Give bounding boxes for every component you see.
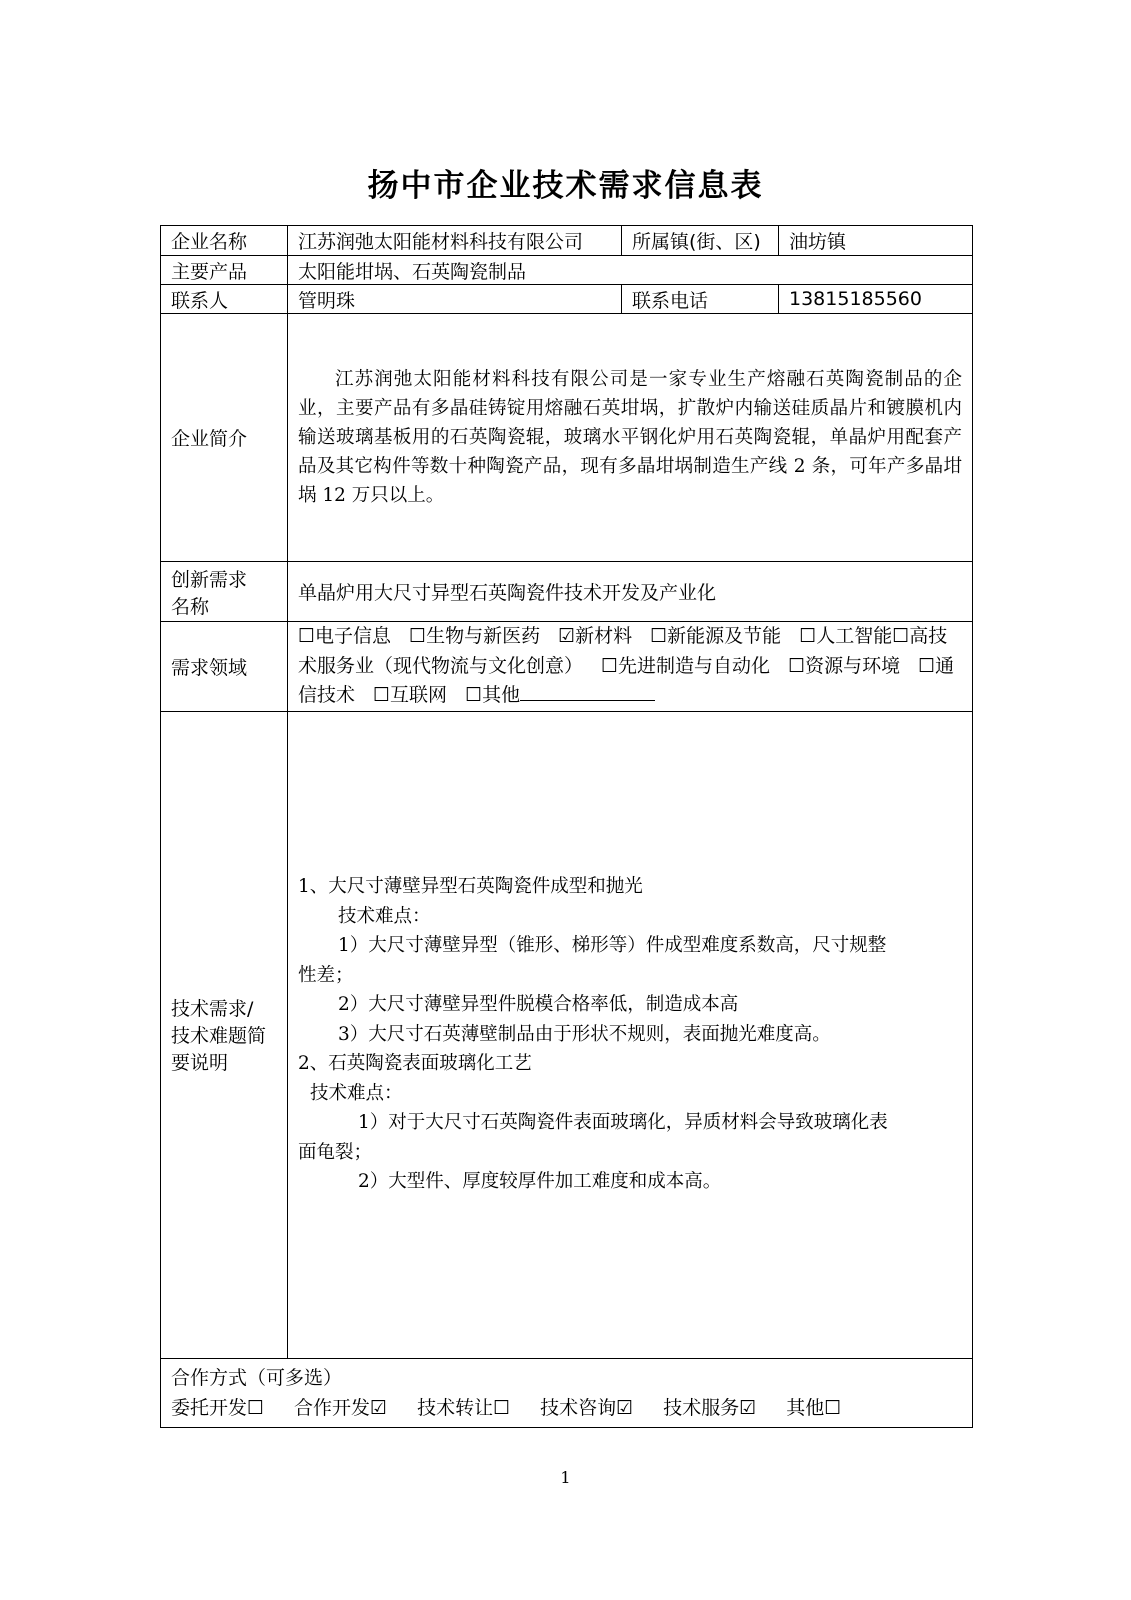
field-option-high-tech-services[interactable]: ☐高技术服务业（现代物流与文化创意）	[298, 625, 948, 677]
town-label: 所属镇(街、区)	[622, 226, 779, 256]
tech-line: 技术难点：	[310, 1082, 403, 1104]
tech-line: 1）对于大尺寸石英陶瓷件表面玻璃化，异质材料会导致玻璃化表	[358, 1112, 888, 1134]
intro-cell	[288, 314, 973, 562]
town-value: 油坊镇	[779, 226, 973, 256]
tech-line: 2）大尺寸薄壁异型件脱模合格率低，制造成本高	[338, 994, 739, 1016]
tech-label-line3: 要说明	[171, 1052, 229, 1074]
page-title: 扬中市企业技术需求信息表	[367, 168, 764, 204]
tech-label-line2: 技术难题简	[171, 1025, 267, 1047]
tech-line: 3）大尺寸石英薄壁制品由于形状不规则，表面抛光难度高。	[338, 1023, 831, 1045]
tech-label-line1: 技术需求/	[171, 998, 254, 1020]
innovation-label-line2: 名称	[171, 595, 210, 618]
intro-row	[161, 314, 973, 562]
field-option-new-energy[interactable]: ☐新能源及节能	[650, 625, 782, 647]
field-options-text	[298, 622, 962, 711]
tech-line: 技术难点：	[338, 905, 431, 927]
innovation-label-line1: 创新需求	[171, 568, 248, 591]
cooperation-options	[171, 1393, 962, 1427]
cooperation-cell	[161, 1358, 973, 1427]
field-option-resources-environment[interactable]: ☐资源与环境	[788, 654, 901, 677]
field-option-ai[interactable]: ☐人工智能	[799, 625, 893, 647]
coop-option-consulting[interactable]: 技术咨询☑	[540, 1396, 634, 1419]
tech-content	[288, 711, 973, 1358]
product-row	[161, 256, 973, 285]
field-other-blank[interactable]	[520, 684, 655, 701]
coop-option-services[interactable]: 技术服务☑	[663, 1396, 757, 1419]
coop-option-transfer[interactable]: 技术转让☐	[417, 1396, 511, 1419]
field-option-new-materials[interactable]: ☑新材料	[558, 625, 633, 647]
intro-text: 江苏润弛太阳能材料科技有限公司是一家专业生产熔融石英陶瓷制品的企业，主要产品有多晶硅铸锭用熔融石英坩埚，扩散炉内输送硅质晶片和镀膜机内输送玻璃基板用的石英陶瓷辊，玻璃水平钢化炉用石英陶瓷辊，单晶炉用配套产品及其它构件等数十种陶瓷产品，现有多晶坩埚制造生产线 2 条，可年产多晶坩埚 12 万只以上。	[298, 369, 962, 506]
field-option-communications[interactable]: ☐通信技术	[298, 654, 955, 706]
field-option-biomedicine[interactable]: ☐生物与新医药	[409, 625, 541, 647]
innovation-value: 单晶炉用大尺寸异型石英陶瓷件技术开发及产业化	[288, 562, 973, 622]
field-option-internet[interactable]: ☐互联网	[373, 684, 448, 706]
field-row	[161, 622, 973, 712]
tech-row	[161, 711, 973, 1358]
field-option-other[interactable]: ☐其他	[465, 684, 521, 706]
product-value: 太阳能坩埚、石英陶瓷制品	[288, 256, 973, 285]
product-label: 主要产品	[161, 256, 288, 285]
tech-line: 2）大型件、厚度较厚件加工难度和成本高。	[358, 1171, 722, 1193]
company-name-value: 江苏润弛太阳能材料科技有限公司	[288, 226, 622, 256]
phone-label: 联系电话	[622, 285, 779, 314]
cooperation-row	[161, 1358, 973, 1427]
innovation-row	[161, 562, 973, 622]
contact-value: 管明珠	[288, 285, 622, 314]
field-options	[288, 622, 973, 712]
company-name-label: 企业名称	[161, 226, 288, 256]
company-row	[161, 226, 973, 256]
intro-label: 企业简介	[161, 314, 288, 562]
field-option-electronics[interactable]: ☐电子信息	[298, 625, 392, 647]
tech-line: 1、大尺寸薄壁异型石英陶瓷件成型和抛光	[298, 876, 643, 898]
contact-label: 联系人	[161, 285, 288, 314]
tech-line: 2、石英陶瓷表面玻璃化工艺	[298, 1053, 532, 1075]
tech-line: 面龟裂；	[298, 1141, 373, 1163]
coop-option-commissioned[interactable]: 委托开发☐	[171, 1396, 265, 1419]
phone-value: 13815185560	[779, 285, 973, 314]
tech-label	[161, 711, 288, 1358]
tech-line: 1）大尺寸薄壁异型（锥形、梯形等）件成型难度系数高，尺寸规整	[338, 935, 887, 957]
requirement-form-table	[160, 225, 973, 1428]
coop-option-joint-development[interactable]: 合作开发☑	[294, 1396, 388, 1419]
innovation-label	[161, 562, 288, 622]
contact-row	[161, 285, 973, 314]
page-number: 1	[560, 1468, 571, 1487]
field-option-advanced-manufacturing[interactable]: ☐先进制造与自动化	[601, 654, 771, 677]
tech-line: 性差；	[298, 964, 354, 986]
field-label: 需求领域	[161, 622, 288, 712]
coop-option-other[interactable]: 其他☐	[786, 1396, 842, 1419]
cooperation-label: 合作方式（可多选）	[171, 1366, 343, 1389]
